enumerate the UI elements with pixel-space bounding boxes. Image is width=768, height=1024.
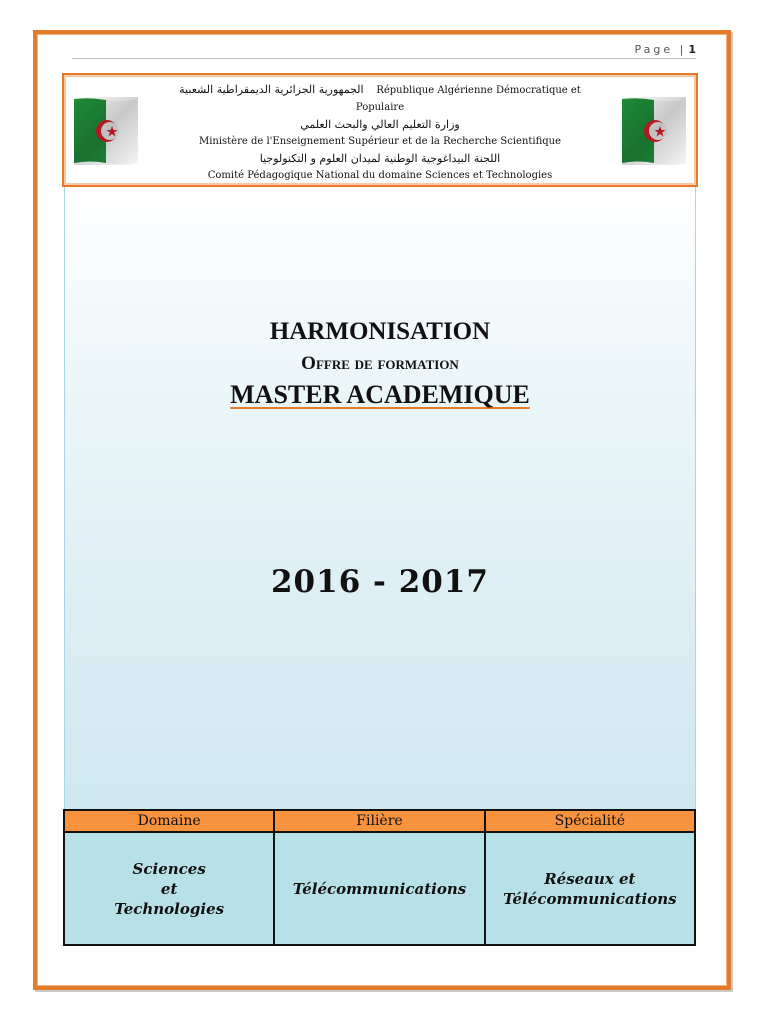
- algeria-flag-icon: [622, 97, 686, 165]
- cell-filiere: Télécommunications: [274, 832, 484, 945]
- french-ministry-text: Ministère de l'Enseignement Supérieur et de la Recherche Scientifique: [198, 136, 562, 147]
- header-domaine: Domaine: [64, 810, 274, 832]
- page-number-value: 1: [688, 43, 696, 56]
- algeria-flag-icon: [74, 97, 138, 165]
- banner-line-1: [154, 81, 606, 99]
- table-header-row: [64, 810, 695, 832]
- cell-specialite: Réseaux et Télécommunications: [485, 832, 695, 945]
- cell-domaine: Sciences et Technologies: [64, 832, 274, 945]
- french-republic-text: République Algérienne Démocratique et: [376, 85, 581, 96]
- header-filiere: Filière: [274, 810, 484, 832]
- header-rule: [72, 58, 696, 59]
- title-harmonisation: HARMONISATION: [269, 318, 491, 345]
- ministry-banner: [62, 73, 698, 187]
- banner-text-block: [154, 81, 606, 184]
- page-label: Page |: [634, 43, 687, 56]
- arabic-ministry-text: وزارة التعليم العالي والبحث العلمي: [300, 118, 460, 131]
- table-row: [64, 832, 695, 945]
- page-number: [635, 43, 697, 56]
- french-committee-text: Comité Pédagogique National du domaine Sciences et Technologies: [207, 170, 553, 181]
- title-master-wrap: [64, 380, 696, 410]
- academic-year: 2016 - 2017: [270, 564, 489, 600]
- banner-line-2: Populaire: [355, 102, 405, 113]
- title-master-academique: MASTER ACADEMIQUE: [230, 380, 530, 409]
- cover-body-panel: [64, 187, 696, 810]
- arabic-republic-text: الجمهورية الجزائرية الديمقراطية الشعبية: [179, 83, 364, 96]
- arabic-committee-text: اللجنة البيداغوجية الوطنية لميدان العلوم و التكنولوجيا: [259, 152, 501, 165]
- title-offre-de-formation: Offre de formation: [301, 353, 459, 374]
- specialty-table: [63, 809, 696, 946]
- header-specialite: Spécialité: [485, 810, 695, 832]
